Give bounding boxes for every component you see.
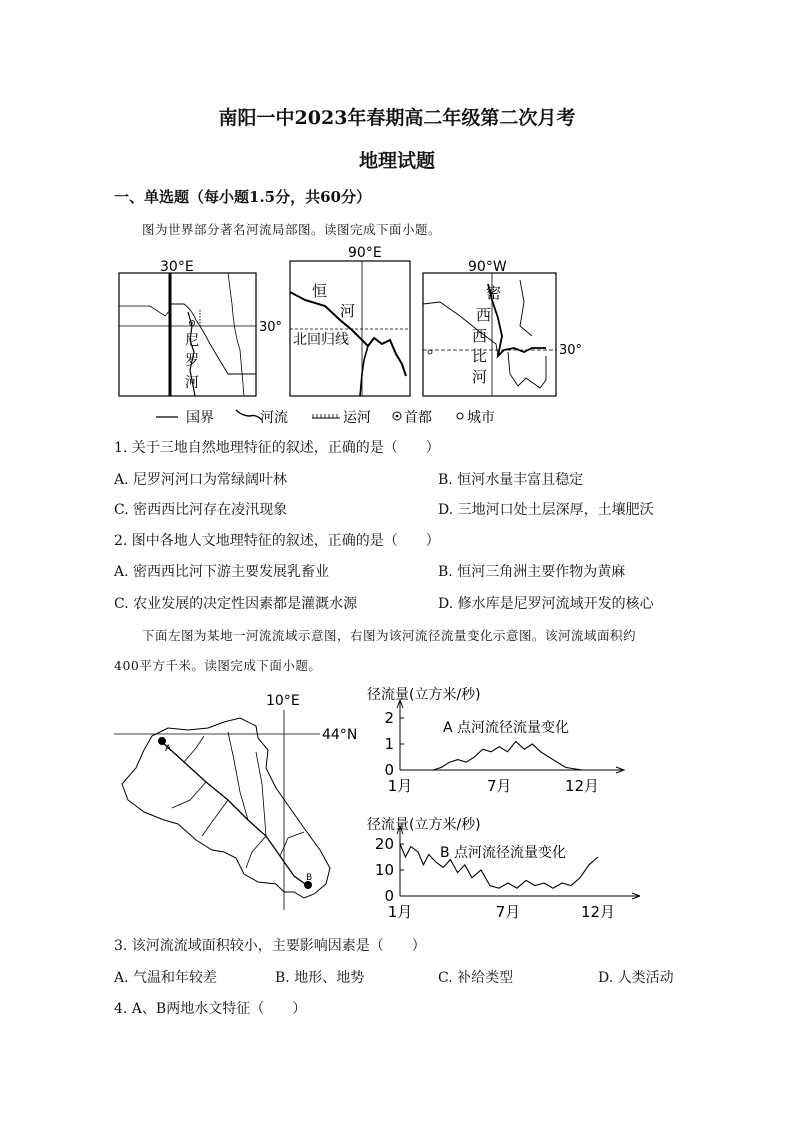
miss-river-label-3: 西 — [472, 327, 488, 345]
miss-coast — [508, 352, 546, 388]
chart-a-xtick-label-2: 12月 — [564, 777, 600, 795]
chart-a-xtick-label-1: 7月 — [486, 777, 512, 795]
nile-border-east — [228, 273, 244, 396]
basin-lat-label: 44°N — [322, 727, 358, 743]
nile-lat-label: 30° — [259, 320, 283, 335]
miss-ohio — [520, 280, 532, 336]
river-maps-figure — [100, 240, 700, 435]
q1-option-c[interactable]: C. 密西西比河存在凌汛现象 — [114, 502, 288, 518]
ganges-lon-label: 90°E — [348, 245, 382, 261]
runoff-charts — [350, 682, 640, 922]
chart-a-ytick-label-0: 0 — [384, 761, 394, 779]
q2-option-c[interactable]: C. 农业发展的决定性因素都是灌溉水源 — [114, 596, 358, 612]
tributary-2 — [256, 752, 266, 836]
point-a-label: A — [165, 744, 172, 754]
tributary-4 — [172, 782, 206, 808]
chart-b-xtick-label-2: 12月 — [580, 903, 616, 921]
brahmaputra-river — [368, 338, 406, 376]
question-3-stem: 3. 该河流流域面积较小，主要影响因素是（ ） — [114, 938, 426, 954]
point-b-label: B — [306, 873, 313, 883]
chart-b-xtick-label-0: 1月 — [387, 903, 413, 921]
chart-a-title: A 点河流径流量变化 — [443, 720, 570, 736]
legend-river-label: 河流 — [260, 410, 288, 426]
page-title: 南阳一中2023年春期高二年级第二次月考 — [218, 107, 576, 129]
q1-option-d[interactable]: D. 三地河口处土层深厚，土壤肥沃 — [438, 502, 654, 518]
tributary-3 — [184, 736, 204, 762]
q2-option-d[interactable]: D. 修水库是尼罗河流域开发的核心 — [438, 596, 654, 612]
q1-option-b[interactable]: B. 恒河水量丰富且稳定 — [438, 472, 584, 488]
chart-a-series-line — [400, 741, 582, 770]
q3-option-b[interactable]: B. 地形、地势 — [275, 970, 365, 986]
section-heading: 一、单选题（每小题1.5分，共60分） — [114, 188, 371, 206]
tributary-7 — [246, 836, 266, 868]
q2-option-b[interactable]: B. 恒河三角洲主要作物为黄麻 — [438, 564, 626, 580]
chart-b-ylabel: 径流量(立方米/秒) — [367, 817, 481, 833]
legend-capital-label: 首都 — [404, 410, 432, 426]
miss-river-label-1: 密 — [486, 284, 502, 302]
group2-intro-line2: 400平方千米。读图完成下面小题。 — [114, 658, 322, 673]
chart-b-xtick-label-1: 7月 — [495, 903, 521, 921]
basin-lon-label: 10°E — [266, 693, 300, 709]
legend-city-icon — [457, 413, 463, 419]
q2-option-a[interactable]: A. 密西西比河下游主要发展乳畜业 — [114, 564, 330, 580]
tributary-1 — [228, 732, 248, 820]
nile-coast-east — [170, 304, 256, 374]
chart-a-ytick-label-1: 1 — [384, 735, 394, 753]
miss-city-icon — [428, 350, 432, 354]
miss-lon-label: 90°W — [468, 259, 507, 275]
basin-outline — [122, 718, 330, 898]
chart-b-ytick-label-2: 20 — [374, 835, 394, 853]
chart-b-title: B 点河流径流量变化 — [440, 845, 567, 861]
basin-map — [108, 688, 366, 914]
group1-intro: 图为世界部分著名河流局部图。读图完成下面小题。 — [142, 222, 442, 237]
nile-river-label-3: 河 — [185, 375, 199, 391]
nile-coast — [119, 306, 170, 316]
legend-border-label: 国界 — [186, 410, 214, 426]
chart-a-ylabel: 径流量(立方米/秒) — [367, 687, 481, 703]
nile-river-label-2: 罗 — [185, 353, 199, 369]
question-2-stem: 2. 图中各地人文地理特征的叙述，正确的是（ ） — [114, 533, 440, 549]
question-1-stem: 1. 关于三地自然地理特征的叙述，正确的是（ ） — [114, 440, 440, 456]
chart-a-xtick-label-0: 1月 — [387, 777, 413, 795]
miss-river-label-2: 西 — [476, 306, 492, 324]
subject-title: 地理试题 — [358, 150, 435, 172]
miss-river-label-5: 河 — [472, 368, 488, 386]
miss-river-label-4: 比 — [472, 347, 488, 365]
nile-lon-label: 30°E — [160, 259, 194, 275]
miss-lat-label: 30° — [559, 343, 583, 358]
ganges-river-label-1: 恒 — [312, 282, 328, 300]
q1-option-a[interactable]: A. 尼罗河河口为常绿阔叶林 — [114, 472, 288, 488]
chart-b-ytick-label-0: 0 — [384, 887, 394, 905]
chart-a — [367, 686, 624, 795]
q3-option-c[interactable]: C. 补给类型 — [438, 970, 514, 986]
legend-city-label: 城市 — [467, 410, 495, 426]
nile-river-label-1: 尼 — [185, 333, 199, 349]
ganges-delta — [360, 346, 368, 396]
tropic-label: 北回归线 — [293, 332, 349, 348]
ganges-river-label-2: 河 — [340, 302, 356, 320]
chart-a-ytick-label-2: 2 — [384, 709, 394, 727]
question-4-stem: 4. A、B两地水文特征（ ） — [114, 1001, 307, 1017]
chart-b-ytick-label-1: 10 — [374, 861, 394, 879]
q3-option-a[interactable]: A. 气温和年较差 — [114, 970, 218, 986]
legend-river-icon — [236, 410, 262, 420]
group2-intro-line1: 下面左图为某地一河流流域示意图，右图为该河流径流量变化示意图。该河流域面积约 — [142, 628, 637, 643]
chart-b — [367, 816, 640, 921]
tributary-5 — [202, 800, 228, 836]
q3-option-d[interactable]: D. 人类活动 — [598, 970, 674, 986]
legend-canal-label: 运河 — [343, 410, 371, 426]
